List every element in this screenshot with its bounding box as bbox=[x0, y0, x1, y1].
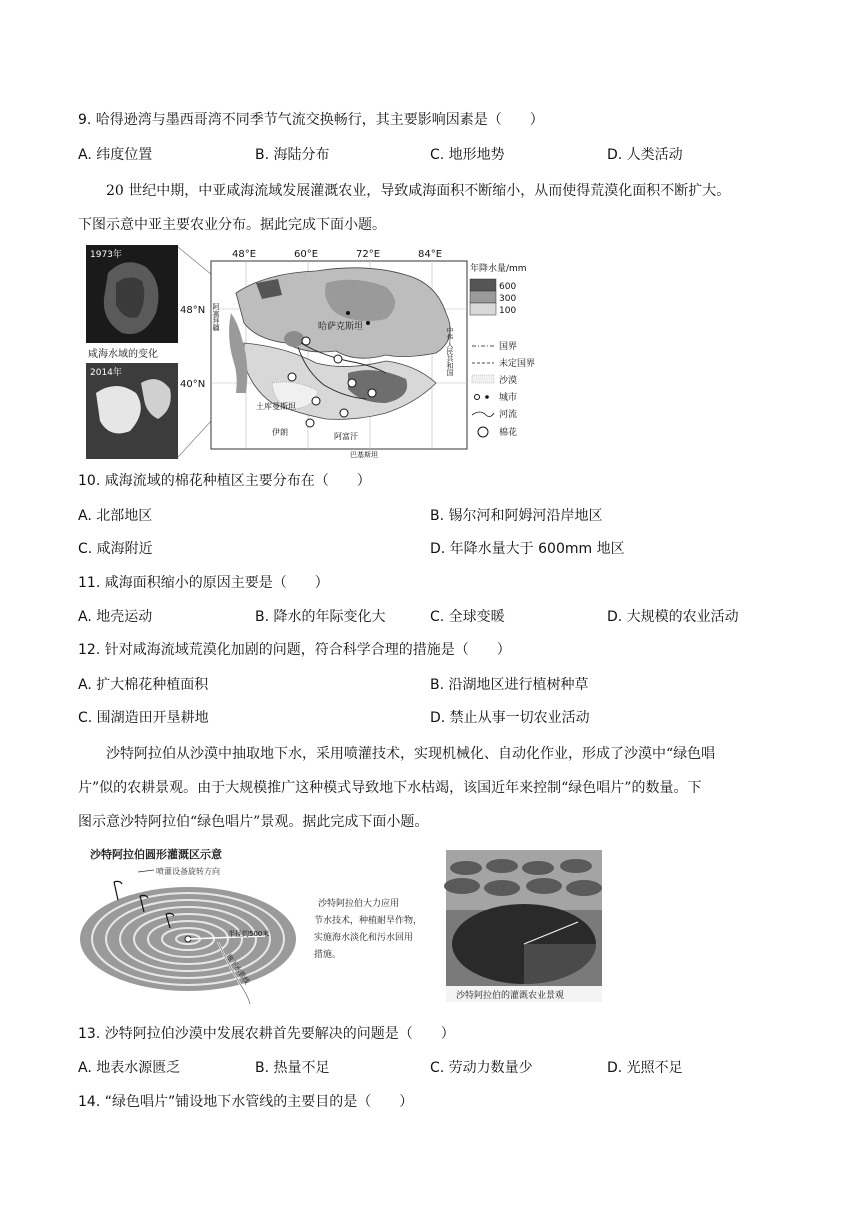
q13-option-c[interactable]: C. 劳动力数量少 bbox=[430, 1060, 533, 1076]
lon-72e: 72°E bbox=[356, 249, 381, 260]
note-line-2: 节水技术，种植耐旱作物， bbox=[314, 916, 423, 926]
q13-option-a[interactable]: A. 地表水源匮乏 bbox=[78, 1060, 181, 1076]
question-9-stem: 9. 哈得逊湾与墨西哥湾不同季节气流交换畅行，其主要影响因素是（ ） bbox=[78, 112, 544, 128]
passage-1-line-2: 下图示意中亚主要农业分布。据此完成下面小题。 bbox=[78, 217, 386, 233]
legend-600: 600 bbox=[499, 282, 517, 292]
radius-label: 半径约500米 bbox=[228, 930, 270, 938]
q11-option-d[interactable]: D. 大规模的农业活动 bbox=[607, 609, 739, 625]
central-asia-agriculture-map bbox=[86, 243, 540, 461]
legend-undefined-border: 未定国界 bbox=[499, 359, 536, 369]
q9-option-b[interactable]: B. 海陆分布 bbox=[255, 147, 330, 163]
label-azerbaijan: 阿塞拜疆 bbox=[212, 303, 220, 331]
question-11-stem: 11. 咸海面积缩小的原因主要是（ ） bbox=[78, 575, 329, 591]
label-china: 中华人民共和国 bbox=[446, 327, 454, 376]
aral-change-caption: 咸海水域的变化 bbox=[88, 349, 158, 360]
q13-option-b[interactable]: B. 热量不足 bbox=[255, 1060, 330, 1076]
q11-option-c[interactable]: C. 全球变暖 bbox=[430, 609, 505, 625]
legend-300: 300 bbox=[499, 294, 517, 304]
q12-option-a[interactable]: A. 扩大棉花种植面积 bbox=[78, 677, 209, 693]
irrigation-diagram-title: 沙特阿拉伯圆形灌溉区示意 bbox=[90, 848, 222, 861]
legend-100: 100 bbox=[499, 306, 517, 316]
photo-caption: 沙特阿拉伯的灌溉农业景观 bbox=[456, 991, 565, 1001]
passage-2-line-3: 图示意沙特阿拉伯“绿色唱片”景观。据此完成下面小题。 bbox=[78, 814, 429, 830]
question-14-stem: 14. “绿色唱片”铺设地下水管线的主要目的是（ ） bbox=[78, 1094, 414, 1110]
question-10-stem: 10. 咸海流域的棉花种植区主要分布在（ ） bbox=[78, 473, 371, 489]
year-2014-label: 2014年 bbox=[90, 368, 122, 378]
q12-option-c[interactable]: C. 围湖造田开垦耕地 bbox=[78, 710, 209, 726]
q10-option-a[interactable]: A. 北部地区 bbox=[78, 508, 153, 524]
lon-84e: 84°E bbox=[418, 249, 443, 260]
note-line-1: 沙特阿拉伯大力应用 bbox=[318, 899, 400, 909]
lon-60e: 60°E bbox=[294, 249, 319, 260]
year-1973-label: 1973年 bbox=[90, 250, 122, 260]
legend-city: 城市 bbox=[499, 393, 518, 403]
circular-field-diagram bbox=[80, 881, 296, 1004]
irrigation-note bbox=[314, 897, 422, 960]
note-line-3: 实施海水淡化和污水回用 bbox=[314, 933, 414, 943]
question-13-stem: 13. 沙特阿拉伯沙漠中发展农耕首先要解决的问题是（ ） bbox=[78, 1026, 455, 1042]
legend-border: 国界 bbox=[499, 342, 518, 352]
q12-option-d[interactable]: D. 禁止从事一切农业活动 bbox=[430, 710, 590, 726]
note-line-4: 措施。 bbox=[314, 950, 342, 960]
map-legend bbox=[470, 262, 535, 438]
label-afghanistan: 阿富汗 bbox=[334, 432, 358, 441]
label-iran: 伊朗 bbox=[272, 428, 288, 437]
q9-option-d[interactable]: D. 人类活动 bbox=[607, 147, 683, 163]
passage-1-line-1: 20 世纪中期，中亚咸海流域发展灌溉农业，导致咸海面积不断缩小，从而使得荒漠化面积不断扩大。 bbox=[106, 183, 731, 199]
lat-48n: 48°N bbox=[180, 305, 206, 316]
label-turkmenistan: 土库曼斯坦 bbox=[256, 402, 296, 411]
q10-option-c[interactable]: C. 咸海附近 bbox=[78, 541, 153, 557]
lon-48e: 48°E bbox=[232, 249, 257, 260]
lat-40n: 40°N bbox=[180, 379, 206, 390]
q13-option-d[interactable]: D. 光照不足 bbox=[607, 1060, 683, 1076]
q10-option-b[interactable]: B. 锡尔河和阿姆河沿岸地区 bbox=[430, 508, 603, 524]
legend-river: 河流 bbox=[499, 410, 518, 420]
irrigation-photo bbox=[444, 850, 602, 1002]
saudi-irrigation-figure bbox=[78, 844, 608, 1006]
label-pakistan: 巴基斯坦 bbox=[350, 451, 378, 459]
rotation-direction-label: 喷灌设备旋转方向 bbox=[156, 867, 220, 876]
passage-2-line-2: 片”似的农耕景观。由于大规模推广这种模式导致地下水枯竭，该国近年来控制“绿色唱片”的数量。下 bbox=[78, 780, 702, 796]
passage-2-line-1: 沙特阿拉伯从沙漠中抽取地下水，采用喷灌技术，实现机械化、自动化作业，形成了沙漠中“绿色唱 bbox=[106, 746, 716, 762]
legend-title: 年降水量/mm bbox=[470, 264, 527, 274]
label-kazakhstan: 哈萨克斯坦 bbox=[318, 322, 364, 332]
q10-option-d[interactable]: D. 年降水量大于 600mm 地区 bbox=[430, 541, 625, 557]
q11-option-a[interactable]: A. 地壳运动 bbox=[78, 609, 153, 625]
q11-option-b[interactable]: B. 降水的年际变化大 bbox=[255, 609, 386, 625]
passage-saudi-green-records bbox=[78, 737, 778, 839]
legend-desert: 沙漠 bbox=[499, 376, 518, 386]
q9-option-c[interactable]: C. 地形地势 bbox=[430, 147, 505, 163]
question-12-stem: 12. 针对咸海流域荒漠化加剧的问题，符合科学合理的措施是（ ） bbox=[78, 642, 511, 658]
legend-cotton: 棉花 bbox=[499, 428, 518, 438]
q9-option-a[interactable]: A. 纬度位置 bbox=[78, 147, 153, 163]
pipeline-label: 地下水管线 bbox=[224, 952, 251, 986]
q12-option-b[interactable]: B. 沿湖地区进行植树种草 bbox=[430, 677, 589, 693]
passage-aral-sea bbox=[78, 174, 778, 242]
